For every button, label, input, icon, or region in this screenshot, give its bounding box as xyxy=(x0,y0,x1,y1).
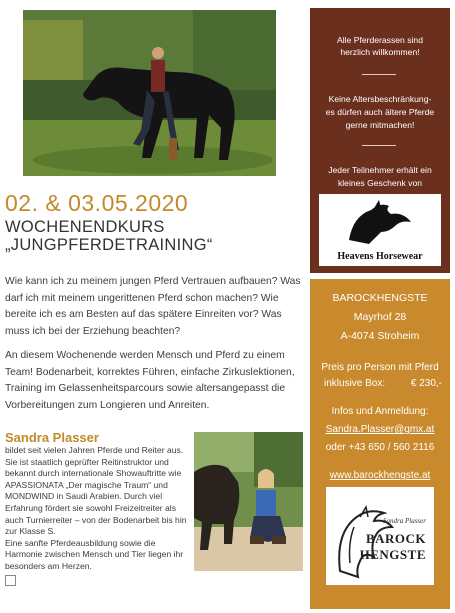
heavens-horsewear-logo xyxy=(319,194,441,266)
info-line: kleines Geschenk von xyxy=(337,178,423,188)
price-row xyxy=(324,378,442,389)
logo-word-barock: BAROCK xyxy=(365,531,426,546)
contact-panel xyxy=(310,279,450,609)
event-title: WOCHENENDKURS xyxy=(5,218,165,236)
barockhengste-logo xyxy=(326,487,434,585)
email-link[interactable]: Sandra.Plasser@gmx.at xyxy=(325,424,435,435)
website-link[interactable]: www.barockhengste.at xyxy=(329,470,431,481)
bio-line: Sie ist staatlich geprüfter Reitinstruktor und xyxy=(5,456,169,467)
venue-name: BAROCKHENGSTE xyxy=(332,292,428,304)
venue-city: A-4074 Stroheim xyxy=(340,330,420,342)
sponsor-logo-text: Heavens Horsewear xyxy=(337,251,423,262)
venue-street: Mayrhof 28 xyxy=(353,311,407,323)
info-panel xyxy=(310,8,450,273)
divider xyxy=(362,145,396,146)
bio-line: zur Klasse S. xyxy=(5,526,56,537)
info-line: Alle Pferderassen sind xyxy=(337,35,423,45)
logo-script-text: Sandra Plasser xyxy=(383,517,426,525)
event-subtitle: „JUNGPFERDETRAINING“ xyxy=(5,236,213,254)
bio-line: Harmonie zwischen Mensch und Tier liegen ihr xyxy=(5,549,184,560)
intro-paragraph: Wie kann ich zu meinem jungen Pferd Vertrauen aufbauen? Was darf ich mit meinem ungerittenen Pferd schon machen? Wie bereite ich es am Besten auf das spätere Einreiten vor? Was muss ich bei der Erziehung beachten? xyxy=(5,276,301,337)
price-heading: Preis pro Person mit Pferd xyxy=(321,362,439,373)
info-line: Keine Altersbeschränkung- xyxy=(328,94,432,104)
divider xyxy=(362,74,396,75)
bio-line: APASSIONATA „Der magische Traum“ und xyxy=(5,479,168,490)
info-line: es dürfen auch ältere Pferde xyxy=(325,107,435,117)
bio-line: Eine sanfte Pferdeausbildung sowie die xyxy=(5,537,156,548)
price-label: inklusive Box: xyxy=(324,378,386,389)
trainer-bio xyxy=(5,445,193,573)
bio-line: bildet seit vielen Jahren Pferde und Reiter aus. xyxy=(5,445,184,455)
logo-word-hengste: HENGSTE xyxy=(359,547,426,562)
info-line: Jeder Teilnehmer erhält ein xyxy=(328,165,432,175)
registration-heading: Infos und Anmeldung: xyxy=(331,406,429,417)
trainer-name: Sandra Plasser xyxy=(5,430,99,445)
checkbox-mark xyxy=(5,575,16,586)
event-date: 02. & 03.05.2020 xyxy=(5,190,189,216)
bio-line: auch Turnierreiter – von der Bodenarbeit bis hin xyxy=(5,514,187,525)
bio-line: besonders am Herzen. xyxy=(5,560,92,571)
info-line: herzlich willkommen! xyxy=(340,47,420,57)
description-paragraph: An diesem Wochenende werden Mensch und Pferd zu einem Team! Bodenarbeit, korrektes Führen, einfache Zirkuslektionen, Training im Gelassenheitsparcours sowie altersangepasst die Vorbereitungen zum Longieren und Anreiten. xyxy=(5,350,295,411)
price-value: € 230,- xyxy=(410,378,442,389)
trainer-photo xyxy=(194,432,303,571)
bio-line: MONDWIND in Saudi Arabien. Durch viel xyxy=(5,491,163,502)
info-line: gerne mitmachen! xyxy=(345,120,415,130)
horse-training-photo xyxy=(23,10,276,176)
phone-number: oder +43 650 / 560 2116 xyxy=(325,442,435,453)
bio-line: Erfahrung fördert sie sowohl Freizeitreiter als xyxy=(5,502,176,513)
bio-line: bekannt durch internationale Showauftritte wie xyxy=(5,468,182,479)
